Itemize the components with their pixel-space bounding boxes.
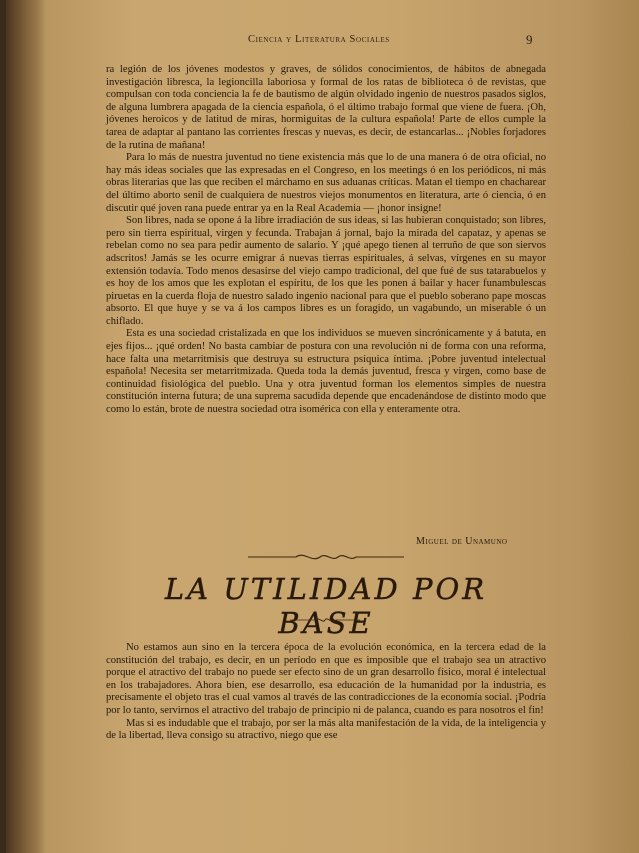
article-utilidad-text	[106, 642, 546, 743]
book-page	[6, 0, 639, 853]
page-header	[6, 32, 639, 52]
paragraph: ra legión de los jóvenes modestos y graves, de sólidos conocimientos, de hábitos de abnegada investigación libresca, la legioncilla laboriosa y formal de los ratas de biblioteca ó de revistas, que compulsan con toda conciencia la fe de bautismo de algún olvidado ingenio de nuestros pasados siglos, de alguna lumbrera apagada de la ciencia española, ó el último trabajo formal que viene de fuera. ¡Oh, jóvenes heroicos y de latitud de miras, hormiguitas de la cultura española! Parte de ellos cumple la tarea de adaptar al pantano las corrientes frescas y nuevas, es decir, de estancarlas... ¡Nobles forjadores de la rutina de mañana!	[106, 64, 546, 151]
paragraph: Mas si es indudable que el trabajo, por ser la más alta manifestación de la vida, de la inteligencia y de la libertad, lleva consigo su atractivo, niego que ese	[106, 717, 546, 742]
article-title: LA UTILIDAD POR BASE	[164, 572, 488, 640]
article-unamuno-text	[106, 64, 546, 417]
paragraph: Para lo más de nuestra juventud no tiene existencia más que lo de una manera ó de otra oficial, no hay más ideas sociales que las expresadas en el Congreso, en los meetings ó en los periódicos, ni más obras literarias que las que reciben el márchamo en sus aduanas críticas. Matan el tiempo en chacharear del último aborto senil de cualquiera de nuestros viejos monumentos en literatura, arte ó ciencia, ó en discutir qué joven rana puede entrar ya en la Real Academia — ¡honor insigne!	[106, 152, 546, 214]
paragraph: No estamos aun sino en la tercera época de la evolución económica, en la tercera edad de la constitución del trabajo, es decir, en un período en que es imposible que el trabajo sea un atractivo porque el atractivo del trabajo no puede ser efecto sino de un gran desarrollo físico, moral é intelectual en los trabajadores. Ahora bien, ese desarrollo, esa educación de la humanidad por la industria, es precisamente el objeto tras el cual vamos al través de las contradicciones de la economía social. ¡Podría por lo tanto, servirnos el atractivo del trabajo de principio ni de palanca, cuando es para nosotros el fin!	[106, 642, 546, 716]
author-signature: Miguel de Unamuno	[416, 536, 508, 547]
running-title: Ciencia y Literatura Sociales	[248, 34, 390, 45]
page-gutter-shadow	[6, 0, 46, 853]
divider-ornament	[246, 550, 406, 564]
page-number: 9	[526, 32, 533, 47]
paragraph: Son libres, nada se opone á la libre irradiación de sus ideas, si las hubieran conquistado; son libres, pero sin tierra espiritual, virgen y fecunda. Trabajan á jornal, bajo la mirada del capataz, y apenas se rebelan como no sea para pedir aumento de salario. Y ¡qué apego tienen al terruño de que son siervos adscritos! Jamás se les ocurre emigrar á nuevas tierras espirituales, á selvas, vírgenes en su mayor extensión todavía. Todo menos desasirse del viejo campo tradicional, del que fué de sus tatarabuelos y es hoy de los amos que les explotan el espíritu, de los que les ponen á bailar y hacer funambulescas piruetas en la cuerda floja de nuestro salado ingenio nacional para que el pueblo soberano pape moscas absorto. El que huye y se va á los campos libres es un foragido, un vagabundo, un miserable ó un chiflado.	[106, 215, 546, 327]
paragraph: Esta es una sociedad cristalizada en que los individuos se mueven sincrónicamente y á batuta, en ejes fijos... ¡qué orden! No basta cambiar de postura con una revolución ni de forma con una reforma, hace falta una metarritmisis que destruya su estructura psíquica íntima. ¡Pobre juventud intelectual española! Necesita ser metarritmizada. Queda toda la demás juventud, fresca y virgen, como base de continuidad fisiológica del pueblo. Una y otra juventud forman los elementos simples de nuestra constitución interna futura; de una suprema sacudida depende que encadenándose de distinto modo que como lo están, brote de nuestra sociedad otra isomérica con ella y enteramente otra.	[106, 328, 546, 416]
title-underline-ornament	[288, 616, 362, 624]
